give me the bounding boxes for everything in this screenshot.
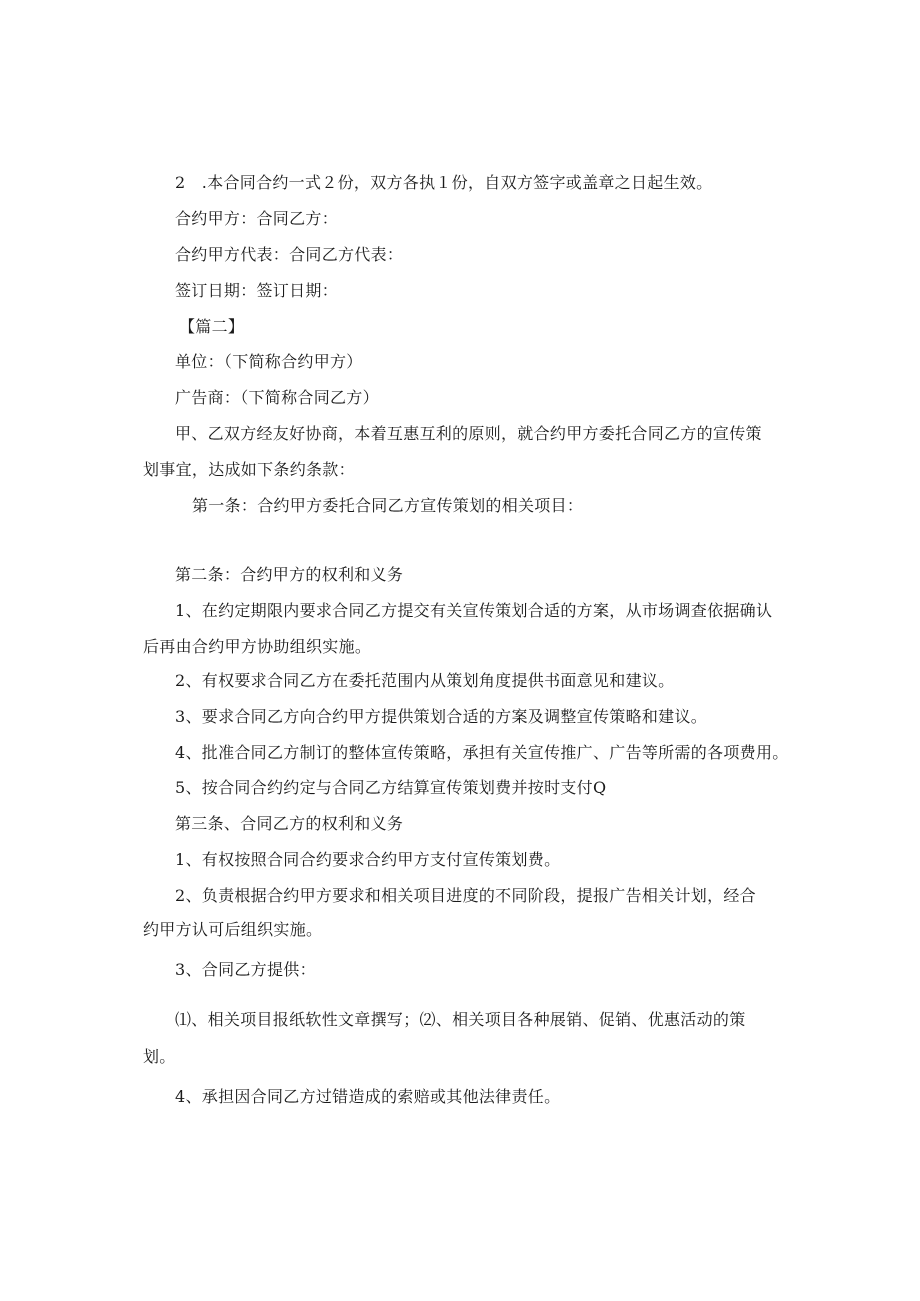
article-3-item-4: 4、承担因合同乙方过错造成的索赔或其他法律责任。 (175, 1087, 561, 1106)
article-2-item-4: 4、批准合同乙方制订的整体宣传策略，承担有关宣传推广、广告等所需的各项费用。 (175, 743, 789, 762)
article-3-item-2-line-1: 2、负责根据合约甲方要求和相关项目进度的不同阶段，提报广告相关计划，经合 (175, 886, 756, 905)
article-3-item-3-sub-line-1: ⑴、相关项目报纸软性文章撰写；⑵、相关项目各种展销、促销、优惠活动的策 (175, 1010, 746, 1029)
article-3-item-2-line-2: 约甲方认可后组织实施。 (143, 920, 323, 939)
article-1-heading: 第一条：合约甲方委托合同乙方宣传策划的相关项目： (192, 496, 584, 515)
intro-paragraph-line-2: 划事宜，达成如下条约条款： (143, 460, 355, 479)
representatives-line: 合约甲方代表：合同乙方代表： (175, 245, 404, 264)
clause-2-effect: 2 .本合同合约一式２份，双方各执１份，自双方签字或盖章之日起生效。 (175, 173, 713, 192)
article-2-item-1-line-2: 后再由合约甲方协助组织实施。 (143, 637, 372, 656)
article-3-heading: 第三条、合同乙方的权利和义务 (175, 814, 404, 833)
article-2-item-2: 2、有权要求合同乙方在委托范围内从策划角度提供书面意见和建议。 (175, 671, 675, 690)
article-3-item-3-sub-line-2: 划。 (143, 1047, 176, 1066)
advertiser-line: 广告商：（下简称合同乙方） (175, 388, 379, 407)
article-2-heading: 第二条：合约甲方的权利和义务 (175, 565, 404, 584)
unit-line: 单位：（下简称合约甲方） (175, 352, 363, 371)
article-2-item-3: 3、要求合同乙方向合约甲方提供策划合适的方案及调整宣传策略和建议。 (175, 707, 708, 726)
article-2-item-5: 5、按合同合约约定与合同乙方结算宣传策划费并按时支付Q (175, 778, 607, 797)
article-3-item-3: 3、合同乙方提供： (175, 960, 316, 979)
sign-date-line: 签订日期：签订日期： (175, 281, 339, 300)
article-3-item-1: 1、有权按照合同合约要求合约甲方支付宣传策划费。 (175, 850, 561, 869)
party-a-b-line: 合约甲方：合同乙方： (175, 209, 339, 228)
intro-paragraph-line-1: 甲、乙双方经友好协商，本着互惠互利的原则，就合约甲方委托合同乙方的宣传策 (175, 424, 762, 443)
article-2-item-1-line-1: 1、在约定期限内要求合同乙方提交有关宣传策划合适的方案，从市场调查依据确认 (175, 601, 773, 620)
section-two-heading: 【篇二】 (179, 317, 245, 336)
